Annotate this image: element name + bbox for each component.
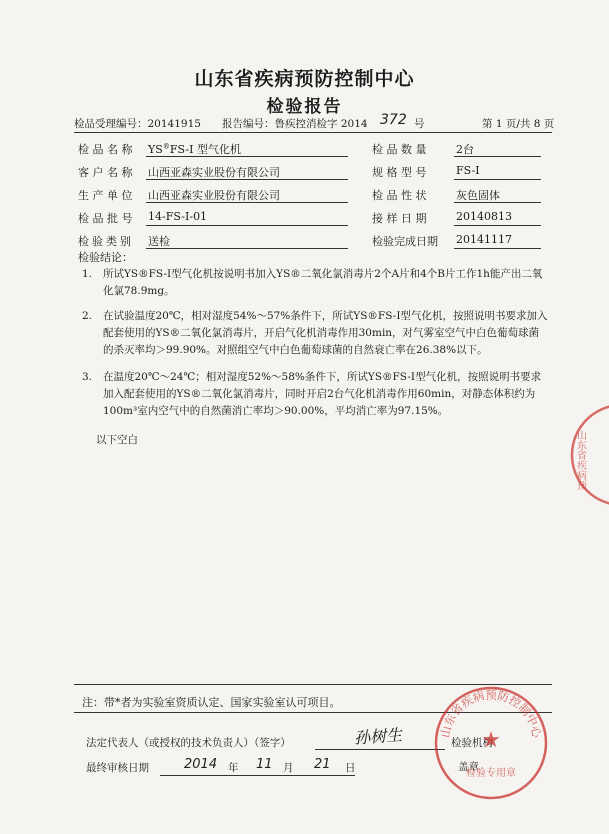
receive-date-label: 接 样 日 期 (372, 212, 427, 225)
day-handwritten: 21 (314, 757, 331, 772)
field-category (78, 231, 358, 249)
blank-below-note: 以下空白 (96, 434, 138, 446)
conclusion-title: 检验结论： (78, 251, 133, 264)
page-info: 第 1 页/共 8 页 (482, 118, 555, 130)
cross-page-seal (560, 400, 609, 510)
item-text: 所试YS®FS-I型气化机按说明书加入YS®二氧化氯消毒片2个A片和4个B片工作1h能产出二氧化氯78.9mg。 (103, 268, 543, 297)
doc-title: 检验报告 (266, 97, 343, 117)
category-label: 检验类别 (78, 235, 134, 248)
sample-name-value (146, 141, 348, 157)
field-property (372, 185, 552, 203)
date-underline (160, 775, 355, 776)
property-value: 灰色固体 (454, 187, 541, 203)
complete-date-value: 20141117 (454, 233, 541, 249)
field-client (78, 162, 358, 180)
field-spec (372, 162, 552, 180)
report-no: 报告编号：鲁疾控消检字 2014 (222, 118, 368, 130)
item-number: 1. (82, 268, 93, 280)
spec-label: 规 格 型 号 (372, 166, 427, 179)
field-complete-date (372, 231, 552, 249)
field-batch (78, 208, 358, 226)
batch-label: 检 品 批 号 (78, 212, 133, 225)
receive-date-value: 20140813 (454, 210, 541, 226)
day-unit: 日 (345, 762, 356, 774)
year-unit: 年 (228, 762, 239, 774)
quantity-value: 2台 (454, 141, 541, 157)
footer-note: 注：带*者为实验室资质认定、国家实验室认可项目。 (82, 696, 341, 709)
org-name: 山东省疾病预防控制中心 (194, 68, 415, 90)
batch-value: 14-FS-I-01 (146, 210, 348, 226)
year-handwritten: 2014 (184, 757, 218, 772)
field-quantity (372, 139, 552, 157)
sample-no: 检品受理编号：20141915 (74, 118, 201, 130)
item-text: 在试验温度20℃，相对湿度54%～57%条件下，所试YS®FS-I型气化机，按照说明书要求加入配套使用的YS®二氧化氯消毒片，开启气化机消毒作用30min，对气雾室空气中白色葡萄球菌的杀灭率均＞99.90%。对照组空气中白色葡萄球菌的自然衰亡率在26.38%以下。 (103, 310, 548, 356)
legal-rep-label: 法定代表人（或授权的技术负责人）（签字） (86, 737, 291, 749)
meta-row (74, 112, 555, 133)
signature-line (315, 749, 445, 750)
sample-name-label: 检 品 名 称 (78, 143, 133, 156)
sample-name-brand: YS (148, 143, 163, 156)
registered-mark: ® (162, 142, 170, 151)
client-value: 山西亚森实业股份有限公司 (146, 164, 348, 180)
quantity-label: 检 品 数 量 (372, 143, 427, 156)
spec-value: FS-I (454, 164, 541, 180)
official-seal (432, 684, 550, 802)
item-number: 2. (82, 310, 93, 322)
month-unit: 月 (283, 762, 294, 774)
report-no-suffix: 号 (414, 118, 425, 130)
producer-label: 生 产 单 位 (78, 189, 133, 202)
sample-name-model: FS-I 型气化机 (169, 143, 241, 156)
item-text: 在温度20℃～24℃；相对湿度52%～58%条件下，所试YS®FS-I型气化机，按照说明书要求加入配套使用的YS®二氧化氯消毒片，同时开启2台气化机消毒作用60min，对静态体积约为100m³室内空气中的自然菌消亡率均＞90.00%，平均消亡率为97.15%。 (103, 371, 542, 417)
seal-subtext: 检验专用章 (466, 768, 516, 779)
handwritten-signature: 孙树生 (353, 725, 403, 748)
side-seal-text: 山东省疾病预 (574, 430, 586, 490)
field-sample-name (78, 139, 358, 157)
field-producer (78, 185, 358, 203)
inspect-org-label: 检验机构 (451, 737, 493, 749)
category-value: 送检 (146, 233, 348, 249)
seal-label: 盖章 (458, 761, 479, 773)
report-no-handwritten: 372 (380, 112, 407, 128)
client-label: 客 户 名 称 (78, 166, 133, 179)
producer-value: 山西亚森实业股份有限公司 (146, 187, 348, 203)
seal-star-icon: ★ (481, 728, 501, 753)
field-receive-date (372, 208, 552, 226)
item-number: 3. (82, 371, 93, 383)
month-handwritten: 11 (256, 757, 273, 772)
seal-text: 山东省疾病预防控制中心 (437, 687, 545, 739)
property-label: 检 品 性 状 (372, 189, 427, 202)
final-date-label: 最终审核日期 (86, 762, 149, 774)
complete-date-label: 检验完成日期 (372, 235, 438, 248)
